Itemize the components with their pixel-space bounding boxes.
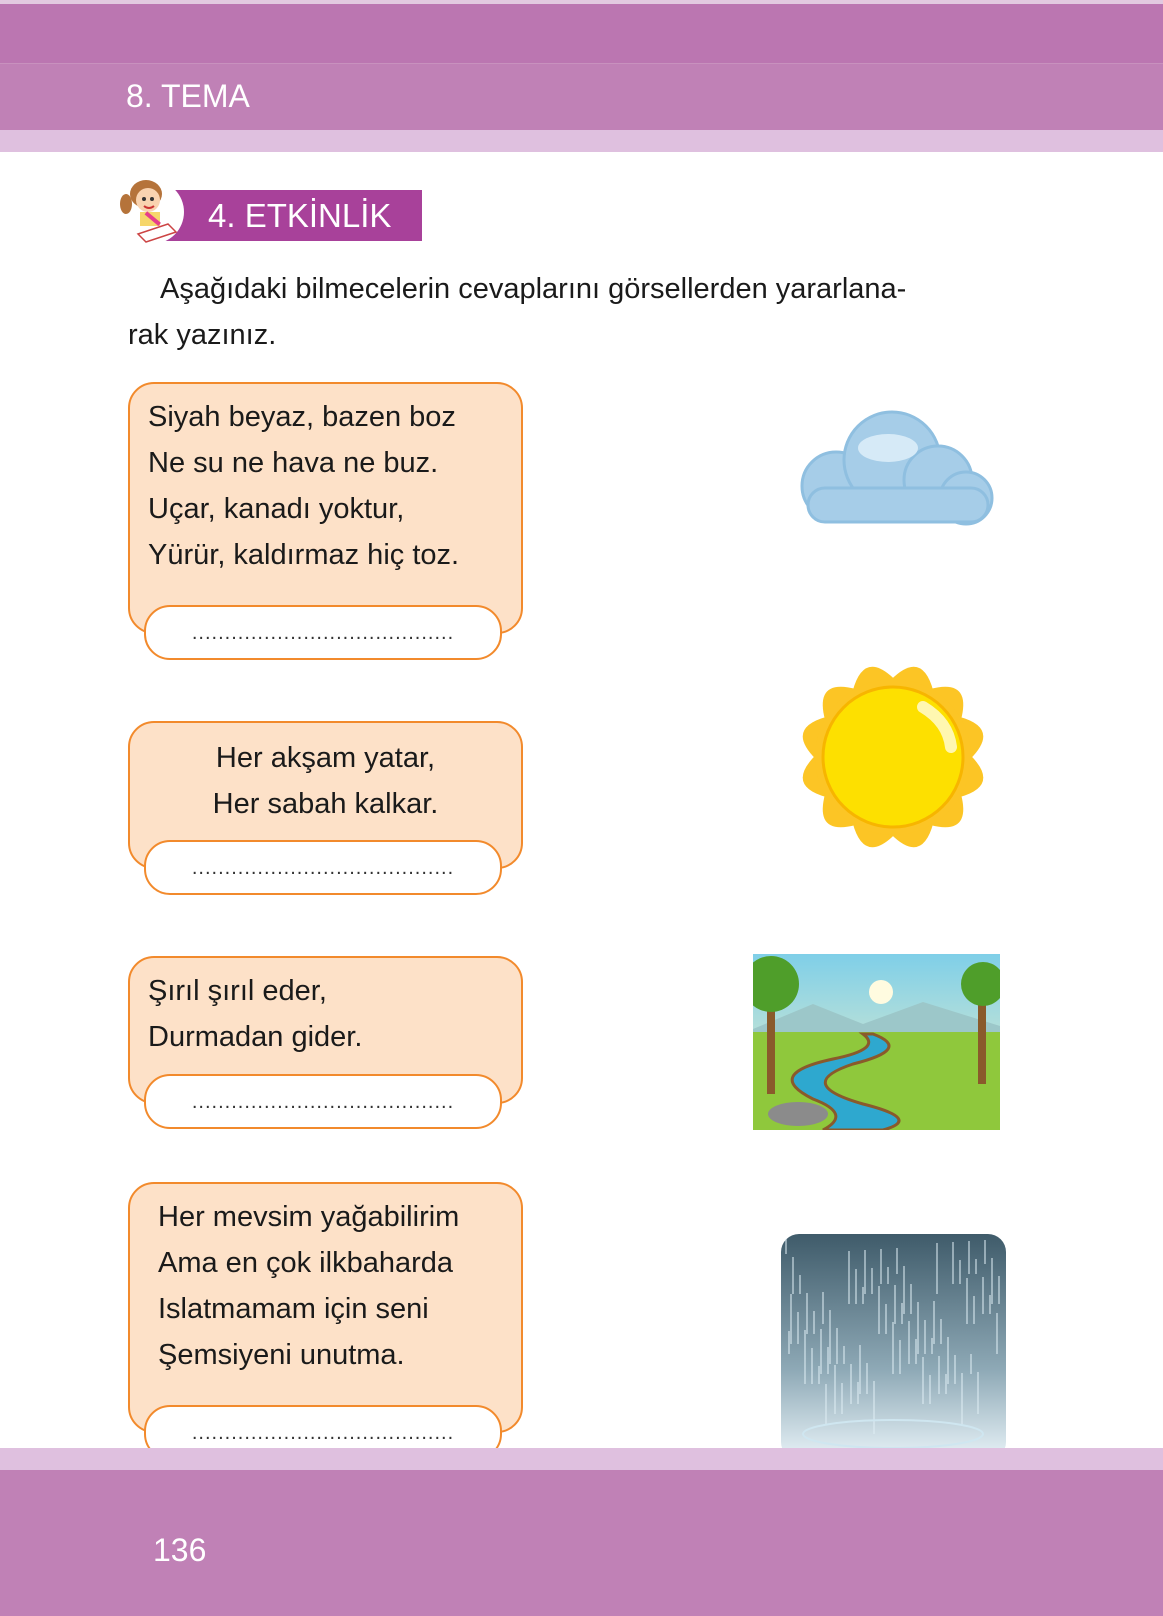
riddle-line: Siyah beyaz, bazen boz xyxy=(148,401,456,433)
sun-image xyxy=(790,654,996,860)
activity-badge xyxy=(160,190,422,241)
answer-field[interactable]: ........................................ xyxy=(144,1074,502,1129)
instruction-text xyxy=(128,266,1128,358)
page-number: 136 xyxy=(153,1532,207,1568)
riddle-line: Şemsiyeni unutma. xyxy=(158,1339,405,1371)
riddle-line: Ama en çok ilkbaharda xyxy=(158,1247,453,1279)
riddle-line: Şırıl şırıl eder, xyxy=(148,975,327,1007)
river-landscape-image xyxy=(753,954,1000,1130)
riddle-line: Her mevsim yağabilirim xyxy=(158,1201,460,1233)
riddle-line: Her akşam yatar, xyxy=(215,742,436,774)
riddle-line: Uçar, kanadı yoktur, xyxy=(148,493,405,525)
riddle-box xyxy=(128,382,523,634)
header-stripe xyxy=(0,130,1163,152)
riddle-line: Durmadan gider. xyxy=(148,1021,363,1053)
rain-image xyxy=(781,1234,1006,1460)
answer-field[interactable]: ........................................ xyxy=(144,605,502,660)
riddle-line: Her sabah kalkar. xyxy=(212,788,439,820)
instruction-line: rak yazınız. xyxy=(128,319,277,351)
riddle-line: Ne su ne hava ne buz. xyxy=(148,447,439,479)
cloud-image xyxy=(788,408,1000,532)
answer-field[interactable]: ........................................ xyxy=(144,840,502,895)
header-band xyxy=(0,4,1163,63)
footer-stripe xyxy=(0,1448,1163,1470)
riddle-line: Islatmamam için seni xyxy=(158,1293,429,1325)
answer-field[interactable]: ........................................ xyxy=(144,1405,502,1460)
girl-writing-icon xyxy=(112,172,188,246)
theme-title: 8. TEMA xyxy=(126,78,250,114)
activity-title: 4. ETKİNLİK xyxy=(208,197,392,234)
riddle-box xyxy=(128,1182,523,1433)
instruction-line: Aşağıdaki bilmecelerin cevaplarını görsellerden yararlana- xyxy=(160,273,907,305)
riddle-line: Yürür, kaldırmaz hiç toz. xyxy=(148,539,460,571)
